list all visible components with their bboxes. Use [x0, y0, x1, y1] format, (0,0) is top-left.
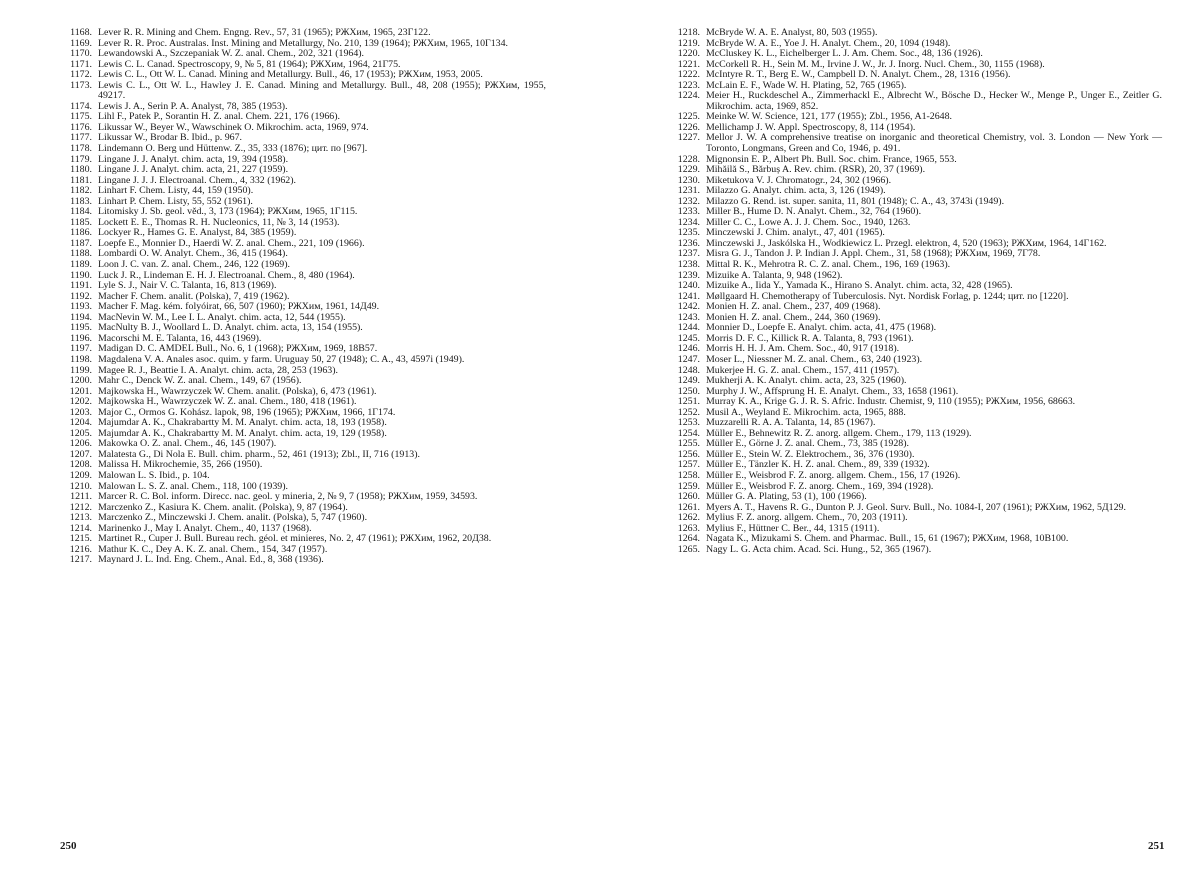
reference-entry: [60, 471, 546, 482]
reference-text: Monnier D., Loepfe E. Analyt. chim. acta, 41, 475 (1968).: [706, 322, 937, 334]
reference-entry: [60, 144, 546, 155]
reference-text: Mukerjee H. G. Z. anal. Chem., 157, 411 (1957).: [706, 364, 900, 376]
reference-number: 1241.: [677, 290, 700, 302]
reference-text: Makowka O. Z. anal. Chem., 46, 145 (1907).: [98, 438, 277, 450]
reference-text: Lingane J. J. Analyt. chim. acta, 19, 394 (1958).: [98, 153, 289, 165]
reference-text: Misra G. J., Tandon J. P. Indian J. Appl. Chem., 31, 58 (1968); РЖХим, 1969, 7Г78.: [706, 248, 1041, 260]
reference-number: 1261.: [677, 501, 700, 513]
reference-number: 1247.: [677, 353, 700, 365]
reference-text: Mizuike A. Talanta, 9, 948 (1962).: [706, 269, 843, 281]
reference-text: Malatesta G., Di Nola E. Bull. chim. pharm., 52, 461 (1913); Zbl., II, 716 (1913).: [98, 448, 420, 460]
reference-text: Majumdar A. K., Chakrabartty M. M. Analyt. chim. acta, 19, 129 (1958).: [98, 427, 387, 439]
reference-text: Møllgaard H. Chemotherapy of Tuberculosis. Nyt. Nordisk Forlag, p. 1244; цит. по [1220].: [706, 290, 1069, 302]
reference-number: 1225.: [677, 111, 700, 123]
reference-text: Major C., Ormos G. Kohász. lapok, 98, 196 (1965); РЖХим, 1966, 1Г174.: [98, 406, 396, 418]
reference-number: 1179.: [70, 153, 92, 165]
reference-text: Miketukova V. J. Chromatogr., 24, 302 (1966).: [706, 174, 892, 186]
reference-text: Litomisky J. Sb. geol. věd., 3, 173 (1964); РЖХим, 1965, 1Г115.: [98, 206, 358, 218]
reference-number: 1248.: [677, 364, 700, 376]
reference-text: Mittal R. K., Mehrotra R. C. Z. anal. Chem., 196, 169 (1963).: [706, 259, 951, 271]
reference-number: 1207.: [69, 448, 92, 460]
reference-text: Milazzo G. Analyt. chim. acta, 3, 126 (1949).: [706, 185, 886, 197]
reference-number: 1187.: [70, 237, 92, 249]
reference-text: Murphy J. W., Affsprung H. E. Analyt. Chem., 33, 1658 (1961).: [706, 385, 959, 397]
reference-number: 1198.: [70, 353, 92, 365]
reference-text: Morris D. F. C., Killick R. A. Talanta, 8, 793 (1961).: [706, 332, 914, 344]
reference-text: Mellor J. W. A comprehensive treatise on inorganic and theoretical Chemistry, vol. 3. London — New York — Toronto, Longmans, Green and Co, 1946, p. 491.: [706, 132, 1162, 155]
reference-number: 1250.: [677, 385, 700, 397]
reference-number: 1220.: [677, 48, 700, 60]
reference-text: Meier H., Ruckdeschel A., Zimmerhackl E., Albrecht W., Bösche D., Hecker W., Menge P., Unger E., Zeitler G. Mikrochim. acta, 1969, 852.: [706, 90, 1162, 112]
reference-number: 1209.: [69, 469, 92, 481]
reference-text: Lombardi O. W. Analyt. Chem., 36, 415 (1964).: [98, 248, 288, 260]
reference-number: 1213.: [69, 512, 92, 524]
reference-entry: [668, 260, 1162, 271]
reference-text: Lyle S. J., Nair V. C. Talanta, 16, 813 (1969).: [98, 280, 277, 292]
page-number-left: 250: [60, 840, 77, 852]
reference-text: Minczewski J. Chim. analyt., 47, 401 (1965).: [706, 227, 885, 239]
reference-text: Likussar W., Brodar B. Ibid., p. 967.: [98, 132, 243, 144]
reference-text: Loon J. C. van. Z. anal. Chem., 246, 122 (1969).: [98, 259, 290, 271]
reference-entry: [668, 133, 1162, 154]
reference-number: 1175.: [70, 111, 92, 123]
reference-number: 1210.: [69, 480, 92, 492]
reference-text: Muzzarelli R. A. A. Talanta, 14, 85 (1967).: [706, 417, 876, 429]
reference-text: Morris H. H. J. Am. Chem. Soc., 40, 917 (1918).: [706, 343, 900, 355]
reference-text: Mahr C., Denck W. Z. anal. Chem., 149, 67 (1956).: [98, 375, 302, 387]
reference-text: Myers A. T., Havens R. G., Dunton P. J. Geol. Surv. Bull., No. 1084-I, 207 (1961); РЖХим, 1962, 5Д129.: [706, 501, 1126, 513]
reference-number: 1254.: [677, 427, 700, 439]
reference-number: 1203.: [69, 406, 92, 418]
reference-text: Monien H. Z. anal. Chem., 244, 360 (1969).: [706, 311, 881, 323]
reference-entry: [668, 471, 1162, 482]
reference-text: Lihl F., Patek P., Sorantin H. Z. anal. Chem. 221, 176 (1966).: [98, 111, 340, 123]
reference-number: 1202.: [69, 396, 92, 408]
reference-text: Müller G. A. Plating, 53 (1), 100 (1966).: [706, 491, 867, 503]
reference-text: Marczenko Z., Minczewski J. Chem. analit. (Polska), 5, 747 (1960).: [98, 512, 368, 524]
reference-entry: [668, 376, 1162, 387]
reference-text: McBryde W. A. E., Yoe J. H. Analyt. Chem., 20, 1094 (1948).: [706, 37, 951, 49]
reference-text: Mignonsin E. P., Albert Ph. Bull. Soc. chim. France, 1965, 553.: [706, 153, 957, 165]
reference-number: 1191.: [70, 280, 92, 292]
reference-text: McIntyre R. T., Berg E. W., Campbell D. N. Analyt. Chem., 28, 1316 (1956).: [706, 69, 1011, 81]
reference-number: 1206.: [69, 438, 92, 450]
reference-number: 1242.: [677, 301, 700, 313]
reference-entry: [60, 376, 546, 387]
reference-number: 1243.: [677, 311, 700, 323]
reference-number: 1229.: [677, 164, 700, 176]
reference-text: Madigan D. C. AMDEL Bull., No. 6, 1 (1968); РЖХим, 1969, 18В57.: [98, 343, 378, 355]
reference-text: Lingane J. J. J. Electroanal. Chem., 4, 332 (1962).: [98, 174, 297, 186]
reference-number: 1260.: [677, 491, 700, 503]
reference-number: 1264.: [677, 533, 700, 545]
reference-text: Lockett E. E., Thomas R. H. Nucleonics, 11, № 3, 14 (1953).: [98, 216, 340, 228]
reference-text: Loepfe E., Monnier D., Haerdi W. Z. anal. Chem., 221, 109 (1966).: [98, 237, 365, 249]
reference-number: 1174.: [70, 100, 92, 112]
reference-entry: [60, 81, 546, 102]
reference-list-left: [60, 28, 546, 566]
reference-text: Martinet R., Cuper J. Bull. Bureau rech. géol. et minieres, No. 2, 47 (1961); РЖХим, 1962, 20Д38.: [98, 533, 492, 545]
reference-entry: [668, 91, 1162, 112]
reference-text: McCluskey K. L., Eichelberger L. J. Am. Chem. Soc., 48, 136 (1926).: [706, 48, 983, 60]
reference-text: Mizuike A., Iida Y., Yamada K., Hirano S. Analyt. chim. acta, 32, 428 (1965).: [706, 280, 1013, 292]
reference-number: 1215.: [69, 533, 92, 545]
reference-number: 1221.: [677, 58, 700, 70]
right-page: [668, 28, 1162, 555]
reference-number: 1178.: [70, 143, 92, 155]
reference-text: Miller C. C., Lowe A. J. J. Chem. Soc., 1940, 1263.: [706, 216, 911, 228]
reference-text: McLain E. F., Wade W. H. Plating, 52, 765 (1965).: [706, 79, 907, 91]
reference-number: 1245.: [677, 332, 700, 344]
reference-number: 1211.: [70, 491, 92, 503]
reference-number: 1188.: [70, 248, 92, 260]
reference-text: Meinke W. W. Science, 121, 177 (1955); Zbl., 1956, A1-2648.: [706, 111, 953, 123]
left-page: [60, 28, 546, 566]
reference-text: Musil A., Weyland E. Mikrochim. acta, 1965, 888.: [706, 406, 906, 418]
reference-text: Mathur K. C., Dey A. K. Z. anal. Chem., 154, 347 (1957).: [98, 543, 328, 555]
reference-text: Moser L., Niessner M. Z. anal. Chem., 63, 240 (1923).: [706, 353, 923, 365]
reference-text: McCorkell R. H., Sein M. M., Irvine J. W., Jr. J. Inorg. Nucl. Chem., 30, 1155 (1968).: [706, 58, 1045, 70]
reference-number: 1251.: [677, 396, 700, 408]
reference-text: Murray K. A., Krige G. J. R. S. Afric. Industr. Chemist, 9, 110 (1955); РЖХим, 1956, 68663.: [706, 396, 1076, 408]
reference-text: Müller E., Tänzler K. H. Z. anal. Chem., 89, 339 (1932).: [706, 459, 930, 471]
reference-text: Minczewski J., Jaskólska H., Wodkiewicz L. Przegl. elektron, 4, 520 (1963); РЖХим, 1964, 14Г162.: [706, 237, 1107, 249]
reference-number: 1192.: [70, 290, 92, 302]
reference-number: 1226.: [677, 121, 700, 133]
reference-text: Miller B., Hume D. N. Analyt. Chem., 32, 764 (1960).: [706, 206, 922, 218]
reference-text: Marczenko Z., Kasiura K. Chem. analit. (Polska), 9, 87 (1964).: [98, 501, 348, 513]
reference-number: 1181.: [70, 174, 92, 186]
reference-text: Macher F. Mag. kém. folyóirat, 66, 507 (1960); РЖХим, 1961, 14Д49.: [98, 301, 380, 313]
reference-number: 1186.: [70, 227, 92, 239]
reference-number: 1224.: [677, 90, 700, 102]
reference-text: Mihăilă S., Bărbuș A. Rev. chim. (RSR), 20, 37 (1969).: [706, 164, 926, 176]
reference-number: 1222.: [677, 69, 700, 81]
reference-text: Maynard J. L. Ind. Eng. Chem., Anal. Ed., 8, 368 (1936).: [98, 554, 324, 566]
reference-number: 1259.: [677, 480, 700, 492]
reference-list-right: [668, 28, 1162, 555]
reference-number: 1223.: [677, 79, 700, 91]
reference-number: 1212.: [69, 501, 92, 513]
reference-number: 1255.: [677, 438, 700, 450]
reference-number: 1168.: [70, 27, 92, 38]
reference-text: MacNulty B. J., Woollard L. D. Analyt. chim. acta, 13, 154 (1955).: [98, 322, 363, 334]
reference-text: Müller E., Weisbrod F. Z. anorg. allgem. Chem., 156, 17 (1926).: [706, 469, 961, 481]
reference-number: 1232.: [677, 195, 700, 207]
reference-number: 1170.: [70, 48, 92, 60]
reference-text: Lever R. R. Proc. Australas. Inst. Mining and Metallurgy, No. 210, 139 (1964); РЖХим, 1965, 10Г134.: [98, 37, 509, 49]
reference-number: 1252.: [677, 406, 700, 418]
reference-number: 1172.: [70, 69, 92, 81]
reference-number: 1195.: [70, 322, 92, 334]
reference-text: Luck J. R., Lindeman E. H. J. Electroanal. Chem., 8, 480 (1964).: [98, 269, 355, 281]
reference-entry: [668, 28, 1162, 39]
reference-text: Lewis C. L., Ott W. L. Canad. Mining and Metallurgy. Bull., 46, 17 (1953); РЖХим, 1953, 2005.: [98, 69, 483, 81]
reference-number: 1194.: [70, 311, 92, 323]
reference-entry: [668, 545, 1162, 556]
reference-text: Milazzo G. Rend. ist. super. sanita, 11, 801 (1948); C. A., 43, 3743i (1949).: [706, 195, 1005, 207]
reference-text: Macher F. Chem. analit. (Polska), 7, 419 (1962).: [98, 290, 290, 302]
reference-number: 1258.: [677, 469, 700, 481]
reference-text: Majkowska H., Wawrzyczek W. Chem. analit. (Polska), 6, 473 (1961).: [98, 385, 377, 397]
reference-number: 1217.: [69, 554, 92, 566]
reference-number: 1262.: [677, 512, 700, 524]
reference-text: Magee R. J., Beattie I. A. Analyt. chim. acta, 28, 253 (1963).: [98, 364, 338, 376]
reference-number: 1201.: [69, 385, 92, 397]
reference-number: 1230.: [677, 174, 700, 186]
reference-text: Malowan L. S. Z. anal. Chem., 118, 100 (1939).: [98, 480, 288, 492]
reference-text: Müller E., Weisbrod F. Z. anorg. Chem., 169, 394 (1928).: [706, 480, 934, 492]
reference-text: Mellichamp J. W. Appl. Spectroscopy, 8, 114 (1954).: [706, 121, 916, 133]
reference-number: 1240.: [677, 280, 700, 292]
reference-number: 1176.: [70, 121, 92, 133]
reference-number: 1237.: [677, 248, 700, 260]
reference-text: Malissa H. Mikrochemie, 35, 266 (1950).: [98, 459, 263, 471]
reference-text: Magdalena V. A. Anales asoc. quim. y farm. Uruguay 50, 27 (1948); C. A., 43, 4597i (1949).: [98, 353, 465, 365]
reference-number: 1235.: [677, 227, 700, 239]
reference-number: 1263.: [677, 522, 700, 534]
reference-text: Marcer R. C. Bol. inform. Direcc. nac. geol. y mineria, 2, № 9, 7 (1958); РЖХим, 1959, 34593.: [98, 491, 478, 503]
reference-number: 1184.: [70, 206, 92, 218]
reference-number: 1169.: [70, 37, 92, 49]
reference-number: 1216.: [69, 543, 92, 555]
page-number-right: 251: [1148, 840, 1165, 852]
reference-number: 1183.: [70, 195, 92, 207]
reference-text: Lingane J. J. Analyt. chim. acta, 21, 227 (1959).: [98, 164, 289, 176]
reference-number: 1199.: [70, 364, 92, 376]
reference-text: Macorschi M. E. Talanta, 16, 443 (1969).: [98, 332, 262, 344]
reference-entry: [668, 355, 1162, 366]
reference-text: Marinenko J., May I. Analyt. Chem., 40, 1137 (1968).: [98, 522, 312, 534]
reference-text: Majkowska H., Wawrzyczek W. Z. anal. Chem., 180, 418 (1961).: [98, 396, 357, 408]
reference-text: Lewis J. A., Serin P. A. Analyst, 78, 385 (1953).: [98, 100, 288, 112]
reference-text: Majumdar A. K., Chakrabartty M. M. Analyt. chim. acta, 18, 193 (1958).: [98, 417, 387, 429]
reference-text: Lockyer R., Hames G. E. Analyst, 84, 385 (1959).: [98, 227, 297, 239]
reference-text: Nagy L. G. Acta chim. Acad. Sci. Hung., 52, 365 (1967).: [706, 543, 932, 555]
reference-number: 1249.: [677, 375, 700, 387]
reference-number: 1196.: [70, 332, 92, 344]
reference-number: 1236.: [677, 237, 700, 249]
reference-number: 1180.: [70, 164, 92, 176]
reference-text: Mylius F., Hüttner C. Ber., 44, 1315 (1911).: [706, 522, 880, 534]
reference-number: 1257.: [677, 459, 700, 471]
reference-number: 1256.: [677, 448, 700, 460]
reference-number: 1189.: [70, 259, 92, 271]
reference-text: Likussar W., Beyer W., Wawschinek O. Mikrochim. acta, 1969, 974.: [98, 121, 369, 133]
reference-text: McBryde W. A. E. Analyst, 80, 503 (1955).: [706, 27, 878, 38]
reference-text: Linhart F. Chem. Listy, 44, 159 (1950).: [98, 185, 254, 197]
reference-number: 1190.: [70, 269, 92, 281]
reference-text: Malowan L. S. Ibid., p. 104.: [98, 469, 210, 481]
reference-number: 1239.: [677, 269, 700, 281]
reference-text: MacNevin W. M., Lee I. L. Analyt. chim. acta, 12, 544 (1955).: [98, 311, 346, 323]
reference-entry: [60, 260, 546, 271]
reference-number: 1233.: [677, 206, 700, 218]
reference-number: 1197.: [70, 343, 92, 355]
reference-number: 1205.: [69, 427, 92, 439]
reference-number: 1185.: [70, 216, 92, 228]
reference-text: Müller E., Stein W. Z. Elektrochem., 36, 376 (1930).: [706, 448, 915, 460]
reference-number: 1193.: [70, 301, 92, 313]
reference-entry: [60, 28, 546, 39]
reference-entry: [60, 555, 546, 566]
reference-number: 1227.: [677, 132, 700, 144]
reference-number: 1204.: [69, 417, 92, 429]
reference-text: Nagata K., Mizukami S. Chem. and Pharmac. Bull., 15, 61 (1967); РЖХим, 1968, 10В100.: [706, 533, 1069, 545]
reference-text: Mylius F. Z. anorg. allgem. Chem., 70, 203 (1911).: [706, 512, 908, 524]
reference-text: Lewis C. L., Ott W. L., Hawley J. E. Canad. Mining and Metallurgy. Bull., 48, 208 (1955); РЖХим, 1955, 49217.: [98, 79, 546, 102]
reference-number: 1238.: [677, 259, 700, 271]
reference-text: Lindemann O. Berg und Hüttenw. Z., 35, 333 (1876); цит. по [967].: [98, 143, 368, 155]
reference-number: 1218.: [677, 27, 700, 38]
reference-number: 1177.: [70, 132, 92, 144]
reference-number: 1231.: [677, 185, 700, 197]
reference-number: 1228.: [677, 153, 700, 165]
reference-number: 1234.: [677, 216, 700, 228]
reference-entry: [60, 355, 546, 366]
reference-number: 1173.: [70, 79, 92, 91]
reference-number: 1214.: [69, 522, 92, 534]
reference-text: Lewis C. L. Canad. Spectroscopy, 9, № 5, 81 (1964); РЖХим, 1964, 21Г75.: [98, 58, 401, 70]
reference-number: 1171.: [70, 58, 92, 70]
reference-number: 1208.: [69, 459, 92, 471]
reference-text: Linhart P. Chem. Listy, 55, 552 (1961).: [98, 195, 253, 207]
reference-number: 1219.: [677, 37, 700, 49]
reference-number: 1265.: [677, 543, 700, 555]
reference-text: Lewandowski A., Szczepaniak W. Z. anal. Chem., 202, 321 (1964).: [98, 48, 365, 60]
reference-text: Lever R. R. Mining and Chem. Engng. Rev., 57, 31 (1965); РЖХим, 1965, 23Г122.: [98, 27, 431, 38]
reference-number: 1244.: [677, 322, 700, 334]
reference-number: 1200.: [69, 375, 92, 387]
reference-text: Monien H. Z. anal. Chem., 237, 409 (1968).: [706, 301, 881, 313]
reference-text: Mukherji A. K. Analyt. chim. acta, 23, 325 (1960).: [706, 375, 907, 387]
reference-text: Müller E., Behnewitz R. Z. anorg. allgem. Chem., 179, 113 (1929).: [706, 427, 972, 439]
reference-number: 1246.: [677, 343, 700, 355]
reference-number: 1253.: [677, 417, 700, 429]
reference-number: 1182.: [70, 185, 92, 197]
reference-text: Müller E., Görne J. Z. anal. Chem., 73, 385 (1928).: [706, 438, 909, 450]
